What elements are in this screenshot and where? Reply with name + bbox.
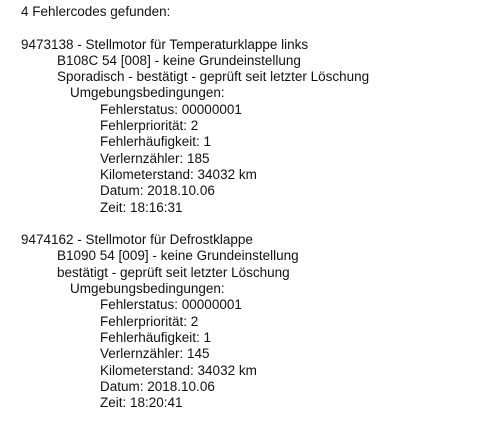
time: Zeit: 18:20:41 <box>100 395 183 411</box>
environment-conditions-label: Umgebungsbedingungen: <box>70 281 225 297</box>
fault-priority: Fehlerpriorität: 2 <box>100 313 199 329</box>
unlearn-counter: Verlernzähler: 185 <box>100 150 210 166</box>
mileage: Kilometerstand: 34032 km <box>100 166 257 182</box>
date: Datum: 2018.10.06 <box>100 378 215 394</box>
fault-status: Sporadisch - bestätigt - geprüft seit letzter Löschung <box>57 69 370 85</box>
fault-title: 9474162 - Stellmotor für Defrostklappe <box>21 232 253 248</box>
fault-code: B1090 54 [009] - keine Grundeinstellung <box>57 248 299 264</box>
time: Zeit: 18:16:31 <box>100 199 183 215</box>
date: Datum: 2018.10.06 <box>100 183 215 199</box>
fault-status-value: Fehlerstatus: 00000001 <box>100 297 242 313</box>
spacer <box>0 20 500 36</box>
fault-count-summary: 4 Fehlercodes gefunden: <box>21 4 171 19</box>
environment-conditions-label: Umgebungsbedingungen: <box>70 85 225 101</box>
fault-code: B108C 54 [008] - keine Grundeinstellung <box>57 52 301 68</box>
unlearn-counter: Verlernzähler: 145 <box>100 346 210 362</box>
spacer <box>0 216 500 232</box>
fault-frequency: Fehlerhäufigkeit: 1 <box>100 134 212 150</box>
fault-status: bestätigt - geprüft seit letzter Löschung <box>57 264 290 280</box>
fault-entry-1 <box>0 37 500 216</box>
fault-frequency: Fehlerhäufigkeit: 1 <box>100 329 212 345</box>
fault-status-value: Fehlerstatus: 00000001 <box>100 101 242 117</box>
mileage: Kilometerstand: 34032 km <box>100 362 257 378</box>
fault-title: 9473138 - Stellmotor für Temperaturklappe links <box>21 36 309 52</box>
fault-priority: Fehlerpriorität: 2 <box>100 118 199 134</box>
fault-entry-2 <box>0 232 500 411</box>
